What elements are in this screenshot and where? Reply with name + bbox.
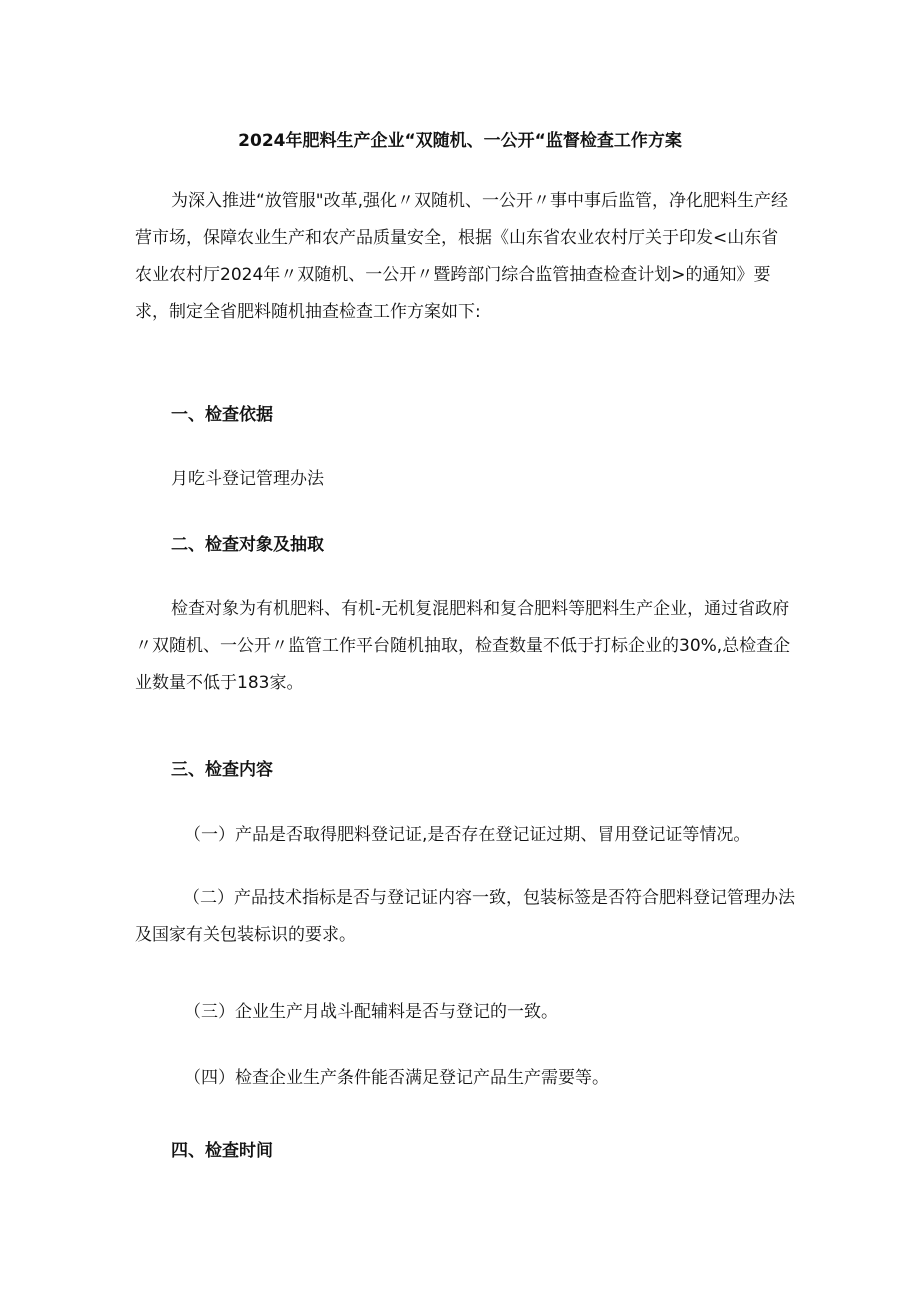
- content-item-3: （三）企业生产月战斗配辅料是否与登记的一致。: [184, 1002, 558, 1022]
- content-item-1: （一）产品是否取得肥料登记证,是否存在登记证过期、冒用登记证等情况。: [184, 825, 751, 845]
- section-heading-basis: 一、检查依据: [171, 405, 273, 425]
- section-body-basis: 月吃斗登记管理办法: [171, 469, 324, 489]
- intro-paragraph: 为深入推进“放管服"改革,强化〃双随机、一公开〃事中事后监管，净化肥料生产经营市场，保障农业生产和农产品质量安全，根据《山东省农业农村厅关于印发<山东省农业农村厅2024年〃双随机、一公开〃暨跨部门综合监管抽查检查计划>的通知》要求，制定全省肥料随机抽查检查工作方案如下:: [135, 191, 789, 322]
- section-body-targets: 检查对象为有机肥料、有机-无机复混肥料和复合肥料等肥料生产企业，通过省政府〃双随机、一公开〃监管工作平台随机抽取，检查数量不低于打标企业的30%,总检查企业数量不低于183家。: [135, 599, 791, 693]
- section-heading-targets: 二、检查对象及抽取: [171, 535, 324, 555]
- content-item-2: （二）产品技术指标是否与登记证内容一致，包装标签是否符合肥料登记管理办法及国家有关包装标识的要求。: [135, 888, 795, 945]
- content-item-4: （四）检查企业生产条件能否满足登记产品生产需要等。: [184, 1068, 609, 1088]
- section-heading-content: 三、检查内容: [171, 760, 273, 780]
- section-heading-time: 四、检查时间: [171, 1141, 273, 1161]
- document-title: 2024年肥料生产企业“双随机、一公开“监督检查工作方案: [238, 131, 682, 151]
